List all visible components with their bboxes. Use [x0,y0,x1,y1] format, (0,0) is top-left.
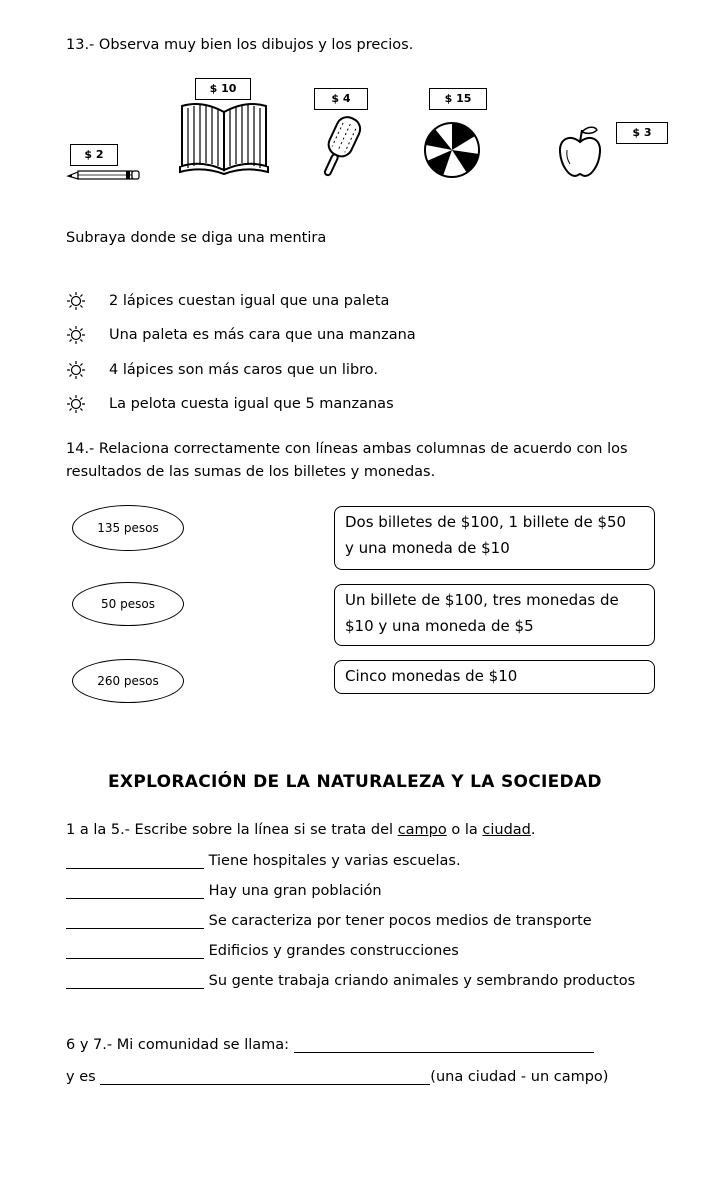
price-tag-ball: $ 15 [429,88,487,110]
community-type-blank[interactable] [100,1068,430,1085]
oval-label: 260 pesos [97,674,159,688]
apple-icon [555,124,605,180]
q67-line1 [66,1036,594,1053]
pencil-icon [66,166,142,182]
fill-item-text: Hay una gran población [208,883,382,899]
price-tag-pencil: $ 2 [70,144,118,166]
intro-prefix: 1 a la 5.- Escribe sobre la línea si se trata del [66,822,398,838]
intro-suffix: . [530,822,536,838]
price-tag-book: $ 10 [195,78,251,100]
fill-item-4 [66,942,459,959]
fill-item-5 [66,972,635,989]
money-box-line: Un billete de $100, tres monedas de [345,591,619,609]
fill-item-1 [66,852,461,869]
q13-instruction: Subraya donde se diga una mentira [66,230,327,246]
answer-blank[interactable] [66,852,204,869]
amount-oval-260[interactable] [72,659,184,703]
section-heading: EXPLORACIÓN DE LA NATURALEZA Y LA SOCIEDAD [108,772,602,792]
fill-item-text: Tiene hospitales y varias escuelas. [208,853,461,869]
q14-title-line2: resultados de las sumas de los billetes y monedas. [66,464,436,480]
price-tag-popsicle: $ 4 [314,88,368,110]
money-box-line: y una moneda de $10 [345,539,510,557]
answer-blank[interactable] [66,882,204,899]
fill-item-text: Se caracteriza por tener pocos medios de transporte [208,913,592,929]
fill-item-2 [66,882,382,899]
q67-options: (una ciudad - un campo) [430,1069,609,1085]
answer-blank[interactable] [66,972,204,989]
beach-ball-icon [423,121,481,179]
money-box-1[interactable] [334,506,655,570]
money-box-line: Dos billetes de $100, 1 billete de $50 [345,513,627,531]
answer-blank[interactable] [66,942,204,959]
answer-blank[interactable] [66,912,204,929]
q67-line2 [66,1068,608,1085]
intro-word-campo: campo [397,822,447,838]
intro-middle: o la [446,822,483,838]
community-name-blank[interactable] [294,1036,594,1053]
amount-oval-135[interactable] [72,505,184,551]
sun-bullet-icon [66,360,86,380]
sun-bullet-icon [66,394,86,414]
money-box-line: Cinco monedas de $10 [345,667,518,685]
statement-2: Una paleta es más cara que una manzana [109,327,416,343]
popsicle-icon [316,114,366,182]
money-box-2[interactable] [334,584,655,646]
amount-oval-50[interactable] [72,582,184,626]
section2-intro [66,822,535,838]
oval-label: 50 pesos [101,597,155,611]
statement-3: 4 lápices son más caros que un libro. [109,362,379,378]
oval-label: 135 pesos [97,521,159,535]
statement-4: La pelota cuesta igual que 5 manzanas [109,396,394,412]
fill-item-text: Su gente trabaja criando animales y sembrando productos [208,973,636,989]
intro-word-ciudad: ciudad [482,822,531,838]
fill-item-3 [66,912,592,929]
q67-line2-prefix: y es [66,1069,96,1085]
book-icon [178,100,270,176]
sun-bullet-icon [66,325,86,345]
money-box-3[interactable] [334,660,655,694]
q14-title-line1: 14.- Relaciona correctamente con líneas ambas columnas de acuerdo con los [66,441,628,457]
price-tag-apple: $ 3 [616,122,668,144]
statement-1: 2 lápices cuestan igual que una paleta [109,293,390,309]
q67-label: 6 y 7.- Mi comunidad se llama: [66,1037,290,1053]
sun-bullet-icon [66,291,86,311]
q13-title: 13.- Observa muy bien los dibujos y los precios. [66,37,414,53]
fill-item-text: Edificios y grandes construcciones [208,943,459,959]
money-box-line: $10 y una moneda de $5 [345,617,534,635]
